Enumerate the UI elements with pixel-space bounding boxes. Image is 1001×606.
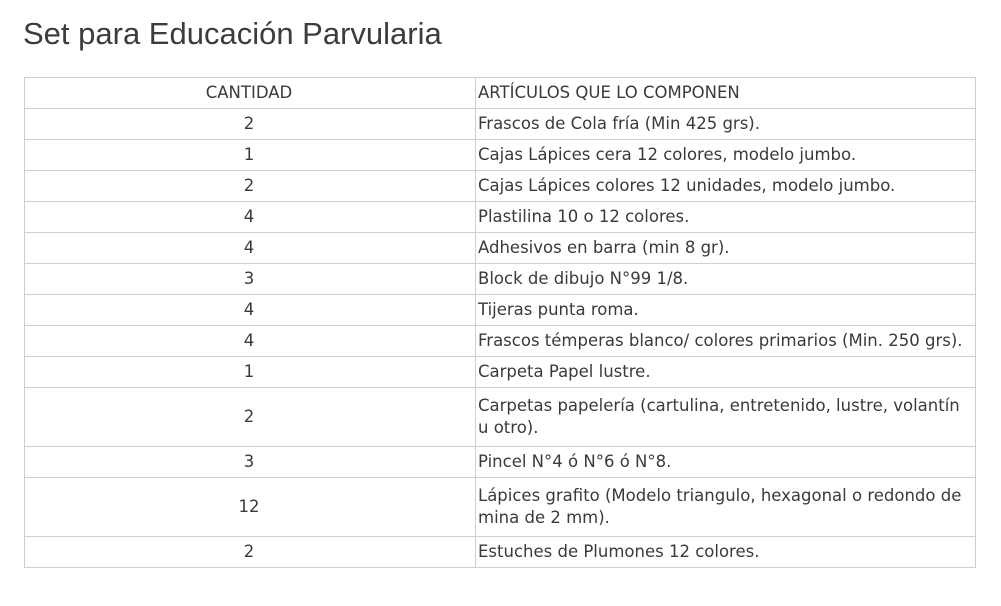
quantity-cell: 2 <box>25 109 476 140</box>
table-row <box>25 233 976 264</box>
quantity-cell: 1 <box>25 357 476 388</box>
article-cell: Carpetas papelería (cartulina, entretenido, lustre, volantín u otro). <box>476 388 976 447</box>
table-row <box>25 109 976 140</box>
table-row <box>25 264 976 295</box>
table-row <box>25 357 976 388</box>
table-row <box>25 478 976 537</box>
quantity-cell: 1 <box>25 140 476 171</box>
table-row <box>25 326 976 357</box>
quantity-cell: 4 <box>25 202 476 233</box>
quantity-cell: 4 <box>25 295 476 326</box>
table-header-row <box>25 78 976 109</box>
table-row <box>25 447 976 478</box>
quantity-cell: 2 <box>25 388 476 447</box>
article-cell: Cajas Lápices cera 12 colores, modelo jumbo. <box>476 140 976 171</box>
article-cell: Lápices grafito (Modelo triangulo, hexagonal o redondo de mina de 2 mm). <box>476 478 976 537</box>
table-row <box>25 537 976 568</box>
table-row <box>25 202 976 233</box>
table-row <box>25 295 976 326</box>
table-row <box>25 171 976 202</box>
column-header-quantity: CANTIDAD <box>25 78 476 109</box>
quantity-cell: 4 <box>25 326 476 357</box>
items-table <box>24 77 976 568</box>
article-cell: Carpeta Papel lustre. <box>476 357 976 388</box>
article-cell: Frascos de Cola fría (Min 425 grs). <box>476 109 976 140</box>
article-cell: Frascos témperas blanco/ colores primarios (Min. 250 grs). <box>476 326 976 357</box>
article-cell: Adhesivos en barra (min 8 gr). <box>476 233 976 264</box>
page-title: Set para Educación Parvularia <box>23 16 442 51</box>
quantity-cell: 12 <box>25 478 476 537</box>
article-cell: Cajas Lápices colores 12 unidades, modelo jumbo. <box>476 171 976 202</box>
article-cell: Block de dibujo N°99 1/8. <box>476 264 976 295</box>
article-cell: Tijeras punta roma. <box>476 295 976 326</box>
table-row <box>25 388 976 447</box>
quantity-cell: 4 <box>25 233 476 264</box>
column-header-articles: ARTÍCULOS QUE LO COMPONEN <box>476 78 976 109</box>
article-cell: Plastilina 10 o 12 colores. <box>476 202 976 233</box>
article-cell: Estuches de Plumones 12 colores. <box>476 537 976 568</box>
quantity-cell: 2 <box>25 537 476 568</box>
article-cell: Pincel N°4 ó N°6 ó N°8. <box>476 447 976 478</box>
quantity-cell: 3 <box>25 264 476 295</box>
quantity-cell: 3 <box>25 447 476 478</box>
table-row <box>25 140 976 171</box>
quantity-cell: 2 <box>25 171 476 202</box>
